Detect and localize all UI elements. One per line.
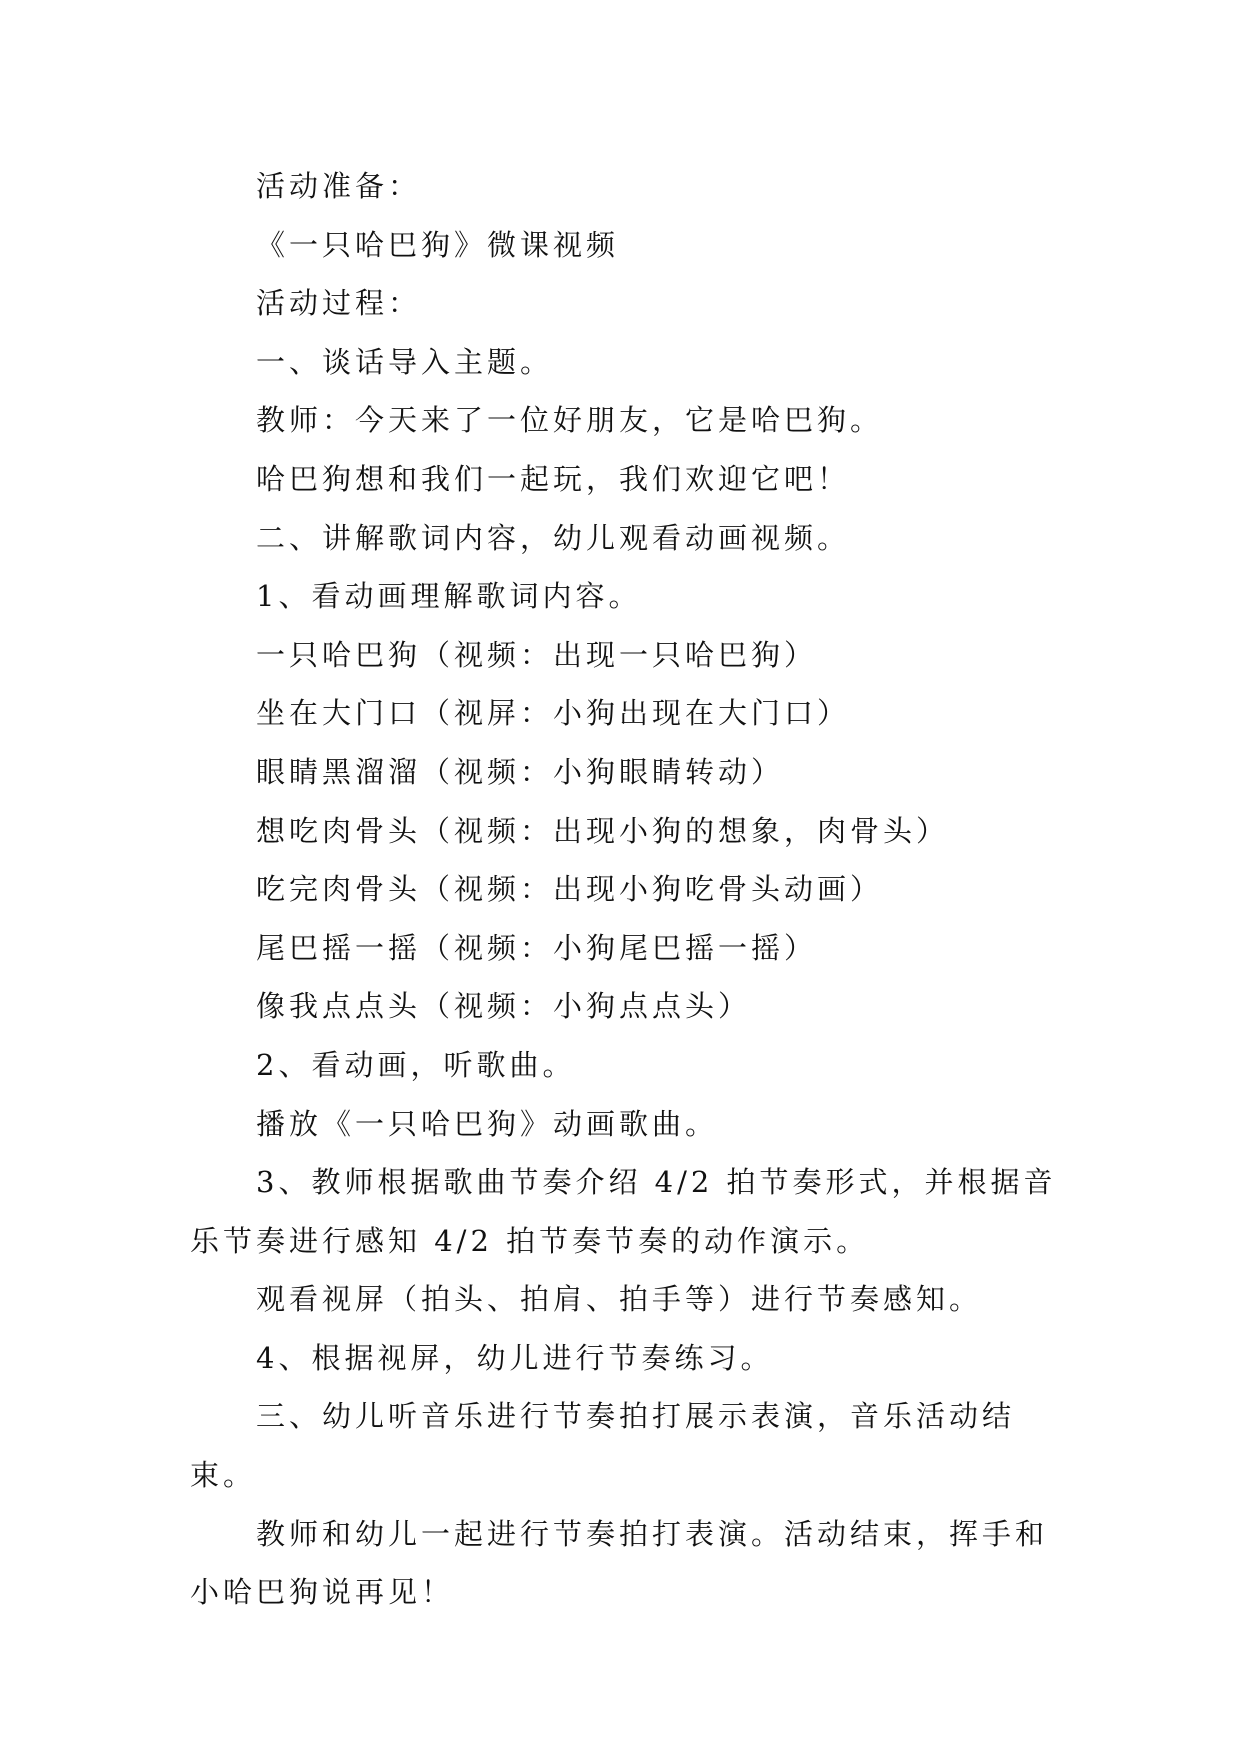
- paragraph-substep-1: 1、看动画理解歌词内容。: [256, 579, 642, 614]
- paragraph-lyric-2: 坐在大门口（视屏：小狗出现在大门口）: [256, 696, 851, 731]
- paragraph-substep-4: 4、根据视屏，幼儿进行节奏练习。: [256, 1340, 774, 1375]
- document-body: [190, 157, 1060, 1622]
- paragraph-activity-process-heading: 活动过程：: [256, 286, 422, 321]
- paragraph-substep-2: 2、看动画，听歌曲。: [256, 1047, 576, 1082]
- paragraph-welcome: 哈巴狗想和我们一起玩，我们欢迎它吧！: [256, 461, 851, 496]
- paragraph-lyric-4: 想吃肉骨头（视频：出现小狗的想象，肉骨头）: [256, 813, 950, 848]
- paragraph-lyric-3: 眼睛黑溜溜（视频：小狗眼睛转动）: [256, 754, 785, 789]
- paragraph-teacher-intro: 教师：今天来了一位好朋友，它是哈巴狗。: [256, 403, 884, 438]
- paragraph-watch-video-rhythm: 观看视屏（拍头、拍肩、拍手等）进行节奏感知。: [256, 1282, 983, 1317]
- paragraph-step-three-heading: 三、幼儿听音乐进行节奏拍打展示表演，音乐活动结束。: [190, 1399, 1016, 1493]
- paragraph-preparation-material: 《一只哈巴狗》微课视频: [256, 227, 620, 262]
- paragraph-closing: 教师和幼儿一起进行节奏拍打表演。活动结束，挥手和小哈巴狗说再见！: [190, 1516, 1049, 1610]
- paragraph-activity-preparation-heading: 活动准备：: [256, 169, 422, 203]
- paragraph-lyric-1: 一只哈巴狗（视频：出现一只哈巴狗）: [256, 637, 818, 672]
- paragraph-step-one-heading: 一、谈话导入主题。: [256, 344, 554, 379]
- paragraph-substep-3: 3、教师根据歌曲节奏介绍 4/2 拍节奏形式，并根据音乐节奏进行感知 4/2 拍节奏节奏的动作演示。: [190, 1165, 1057, 1258]
- paragraph-lyric-6: 尾巴摇一摇（视频：小狗尾巴摇一摇）: [256, 930, 818, 965]
- paragraph-step-two-heading: 二、讲解歌词内容，幼儿观看动画视频。: [256, 520, 851, 555]
- paragraph-play-song: 播放《一只哈巴狗》动画歌曲。: [256, 1106, 719, 1141]
- paragraph-lyric-7: 像我点点头（视频：小狗点点头）: [256, 989, 752, 1024]
- paragraph-lyric-5: 吃完肉骨头（视频：出现小狗吃骨头动画）: [256, 872, 884, 907]
